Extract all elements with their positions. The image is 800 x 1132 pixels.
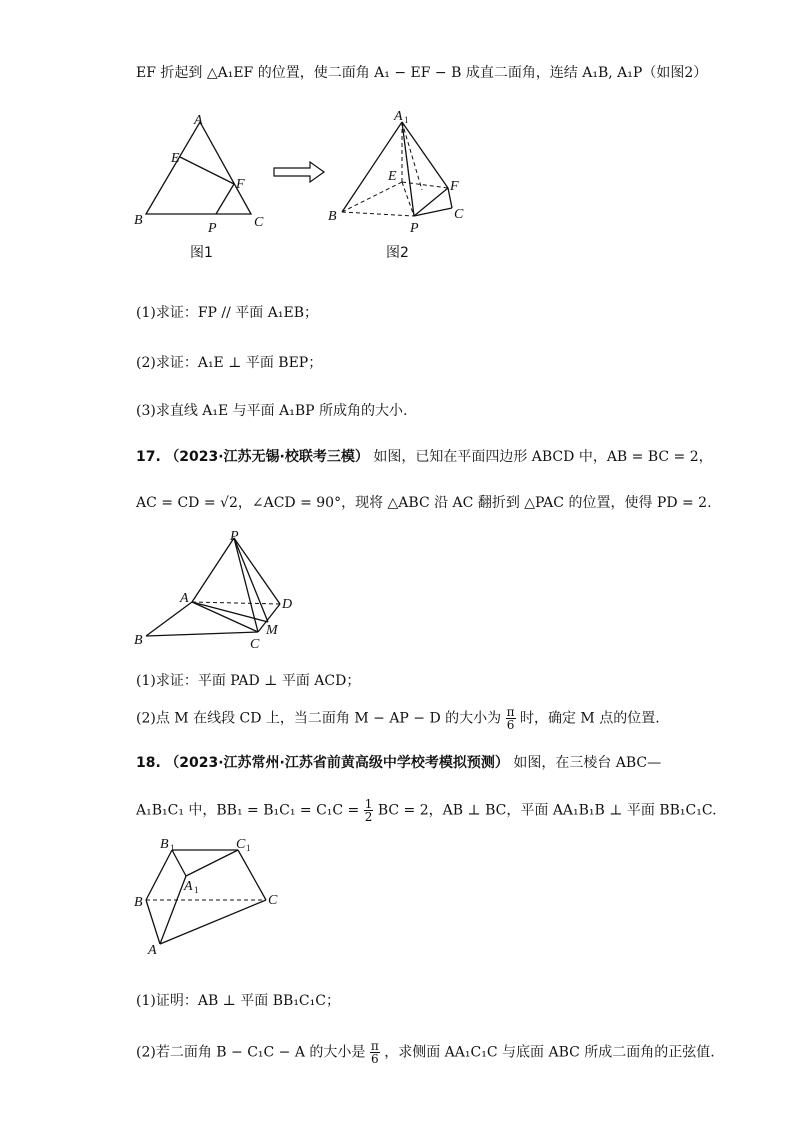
p17-q2-after: 时，确定 M 点的位置.	[519, 710, 660, 727]
fig4-label-c1: C	[236, 837, 246, 852]
p16-intro: EF 折起到 △A₁EF 的位置，使二面角 A₁ − EF − B 成直二面角，连结 A₁B, A₁P（如图2）	[136, 65, 708, 81]
fig1-label-a: A	[194, 113, 203, 128]
fig3-label-b: B	[134, 633, 143, 648]
p18-q1: (1)证明：AB ⊥ 平面 BB₁C₁C；	[136, 993, 340, 1009]
p17-q2-frac-den: 6	[506, 718, 515, 732]
fig3-label-m: M	[266, 623, 278, 638]
p18-frac-num: 1	[364, 797, 373, 811]
p17-number: 17.	[136, 449, 161, 465]
p18-frac-den: 2	[364, 810, 373, 824]
fig2-label-a1: A	[394, 109, 403, 124]
p17-header	[136, 446, 713, 466]
fig1-caption: 图1	[190, 245, 213, 261]
fig4-label-a: A	[148, 943, 157, 958]
figure-3	[136, 530, 306, 650]
fig2-label-a1-sub: 1	[404, 115, 409, 125]
p18-q2-before: (2)若二面角 B − C₁C − A 的大小是	[136, 1044, 366, 1061]
p18-header	[136, 752, 661, 772]
p16-q3: (3)求直线 A₁E 与平面 A₁BP 所成角的大小.	[136, 403, 408, 419]
fig1-label-f: F	[236, 177, 245, 192]
figure-2	[330, 108, 480, 238]
fig2-label-b: B	[328, 209, 337, 224]
p17-source: （2023·江苏无锡·校联考三模）	[165, 449, 369, 465]
p18-q2-fraction	[370, 1040, 380, 1065]
figure-1	[134, 112, 276, 236]
p18-line2	[136, 798, 717, 823]
fig4-label-b: B	[134, 895, 143, 910]
p17-q2-before: (2)点 M 在线段 CD 上，当二面角 M − AP − D 的大小为	[136, 710, 502, 727]
p16-q2: (2)求证：A₁E ⊥ 平面 BEP；	[136, 355, 323, 371]
p17-q1: (1)求证：平面 PAD ⊥ 平面 ACD；	[136, 673, 361, 689]
fig1-label-e: E	[171, 151, 180, 166]
p18-q2-frac-den: 6	[371, 1052, 379, 1066]
fig4-label-a1: A	[184, 879, 193, 894]
fig2-label-e: E	[388, 169, 397, 184]
p16-q1: (1)求证：FP // 平面 A₁EB；	[136, 305, 318, 321]
p18-source: （2023·江苏常州·江苏省前黄高级中学校考模拟预测）	[165, 755, 509, 771]
fig1-label-c: C	[254, 215, 264, 230]
fig2-label-c: C	[454, 207, 464, 222]
fig4-label-c1-sub: 1	[246, 843, 251, 853]
p17-line1: 如图，已知在平面四边形 ABCD 中，AB = BC = 2，	[373, 449, 713, 465]
p17-q2	[136, 706, 660, 731]
p18-line2-after: BC = 2，AB ⊥ BC，平面 AA₁B₁B ⊥ 平面 BB₁C₁C.	[377, 802, 717, 819]
fig1-label-p: P	[208, 221, 217, 236]
fig1-label-b: B	[134, 213, 143, 228]
p18-line2-fraction	[364, 798, 374, 823]
fig3-label-a: A	[180, 591, 189, 606]
p18-q2	[136, 1040, 715, 1065]
p17-q2-fraction	[506, 706, 516, 731]
p18-q2-after: ，求侧面 AA₁C₁C 与底面 ABC 所成二面角的正弦值.	[384, 1044, 715, 1061]
p18-line1: 如图，在三棱台 ABC—	[513, 755, 662, 771]
fig2-label-p: P	[410, 221, 419, 236]
arrow-icon	[272, 160, 332, 184]
p18-number: 18.	[136, 755, 161, 771]
fig4-label-b1: B	[160, 837, 169, 852]
fig3-label-p: P	[230, 529, 239, 544]
fig2-caption: 图2	[386, 245, 409, 261]
fig3-label-c: C	[250, 637, 260, 652]
fig2-label-f: F	[450, 179, 459, 194]
fig4-label-b1-sub: 1	[170, 843, 175, 853]
figure-4	[136, 836, 306, 956]
p17-q2-frac-num: π	[506, 705, 515, 719]
p18-line2-before: A₁B₁C₁ 中，BB₁ = B₁C₁ = C₁C =	[136, 802, 360, 819]
fig4-label-c: C	[268, 893, 278, 908]
p17-line2: AC = CD = √2，∠ACD = 90°，现将 △ABC 沿 AC 翻折到 △PAC 的位置，使得 PD = 2.	[136, 495, 712, 511]
p18-q2-frac-num: π	[370, 1039, 379, 1053]
fig3-label-d: D	[282, 597, 293, 612]
fig4-label-a1-sub: 1	[194, 885, 199, 895]
